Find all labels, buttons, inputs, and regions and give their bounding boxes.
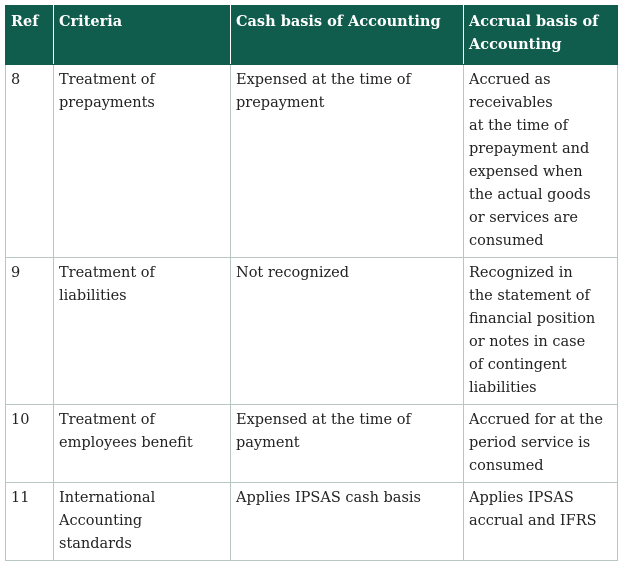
- cell-ref: 10: [6, 405, 54, 483]
- table-body: [6, 65, 618, 561]
- cell-cash-basis: Not recognized: [231, 258, 464, 405]
- header-ref: Ref: [6, 6, 54, 65]
- comparison-table: [5, 5, 618, 561]
- cell-criteria: Treatment of prepayments: [54, 65, 231, 258]
- cell-ref: 11: [6, 483, 54, 561]
- header-criteria: Criteria: [54, 6, 231, 65]
- cell-accrual-basis: Applies IPSAS accrual and IFRS: [464, 483, 618, 561]
- cell-ref: 8: [6, 65, 54, 258]
- cell-criteria: Treatment of employees benefit: [54, 405, 231, 483]
- table-row: [6, 65, 618, 258]
- cell-accrual-basis: Accrued as receivables at the time of prepayment and expensed when the actual goods or services are consumed: [464, 65, 618, 258]
- cell-criteria: Treatment of liabilities: [54, 258, 231, 405]
- table-row: [6, 483, 618, 561]
- cell-criteria: International Accounting standards: [54, 483, 231, 561]
- table-header: [6, 6, 618, 65]
- table-row: [6, 405, 618, 483]
- header-row: [6, 6, 618, 65]
- header-cash-basis: Cash basis of Accounting: [231, 6, 464, 65]
- cell-cash-basis: Expensed at the time of payment: [231, 405, 464, 483]
- cell-accrual-basis: Accrued for at the period service is consumed: [464, 405, 618, 483]
- table-row: [6, 258, 618, 405]
- cell-accrual-basis: Recognized in the statement of financial position or notes in case of contingent liabilities: [464, 258, 618, 405]
- cell-ref: 9: [6, 258, 54, 405]
- cell-cash-basis: Expensed at the time of prepayment: [231, 65, 464, 258]
- cell-cash-basis: Applies IPSAS cash basis: [231, 483, 464, 561]
- header-accrual-basis: Accrual basis of Accounting: [464, 6, 618, 65]
